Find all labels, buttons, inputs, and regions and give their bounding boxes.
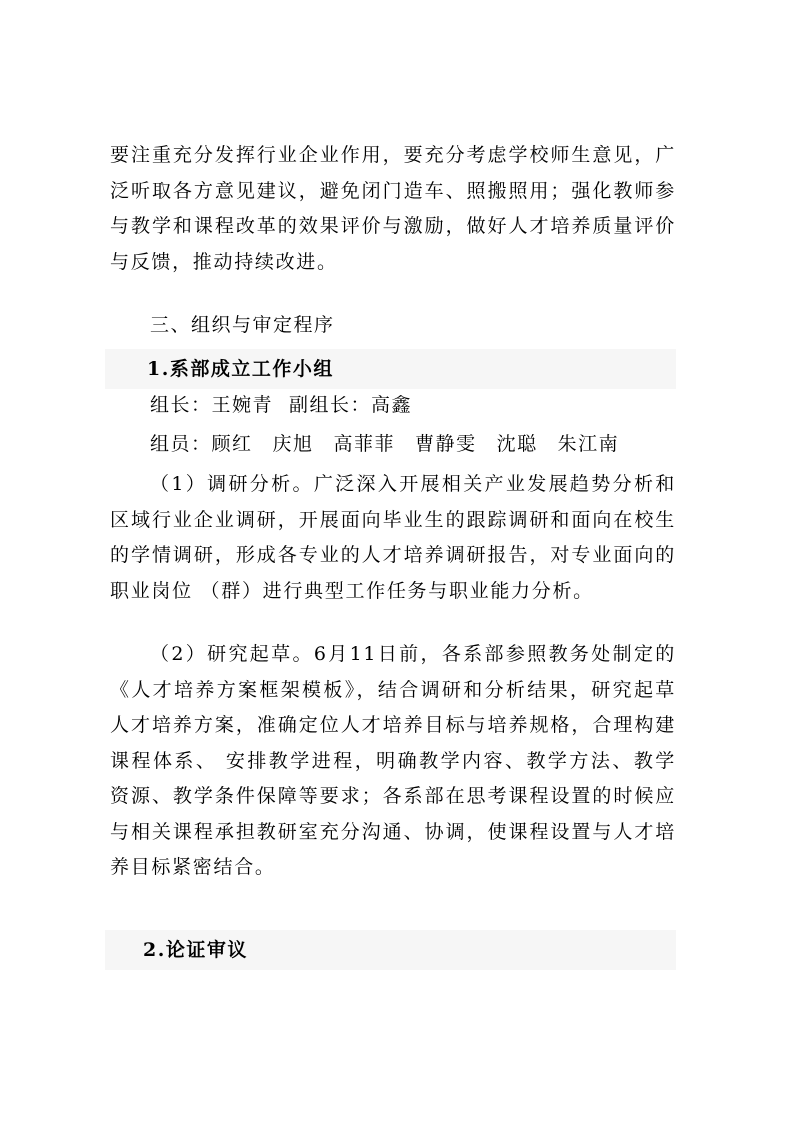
members-label: 组员：顾红 <box>150 433 253 455</box>
member-name: 曹静雯 <box>415 433 477 455</box>
member-name: 朱江南 <box>557 433 620 455</box>
subsection-2-title: 2.论证审议 <box>105 930 676 970</box>
vice-leader-label: 副组长：高鑫 <box>289 394 413 416</box>
subsection-1-title: 1.系部成立工作小组 <box>105 349 676 389</box>
item-2-paragraph: （2）研究起草。6月11日前，各系部参照教务处制定的《人才培养方案框架模板》，结合调研和分析结果，研究起草人才培养方案，准确定位人才培养目标与培养规格，合理构建课程体系、 安排教学进程，明确教学内容、教学方法、教学资源、教学条件保障等要求；各系部在思考课程设置的时候应与相关课程承担教研室充分沟通、协调，使课程设置与人才培养目标紧密结合。 <box>110 643 676 878</box>
member-name: 高菲菲 <box>333 433 396 455</box>
leader-line <box>150 390 412 420</box>
intro-paragraph: 要注重充分发挥行业企业作用，要充分考虑学校师生意见，广泛听取各方意见建议，避免闭门造车、照搬照用；强化教师参与教学和课程改革的效果评价与激励，做好人才培养质量评价与反馈，推动持续改进。 <box>110 144 676 273</box>
member-name: 沈聪 <box>496 433 538 455</box>
section-heading: 三、组织与审定程序 <box>150 314 335 336</box>
item-1-paragraph: （1）调研分析。广泛深入开展相关产业发展趋势分析和区域行业企业调研，开展面向毕业生的跟踪调研和面向在校生的学情调研，形成各专业的人才培养调研报告，对专业面向的职业岗位 （群）进行典型工作任务与职业能力分析。 <box>110 473 676 602</box>
members-line <box>150 429 619 459</box>
member-name: 庆旭 <box>272 433 314 455</box>
leader-label: 组长：王婉青 <box>150 394 274 416</box>
